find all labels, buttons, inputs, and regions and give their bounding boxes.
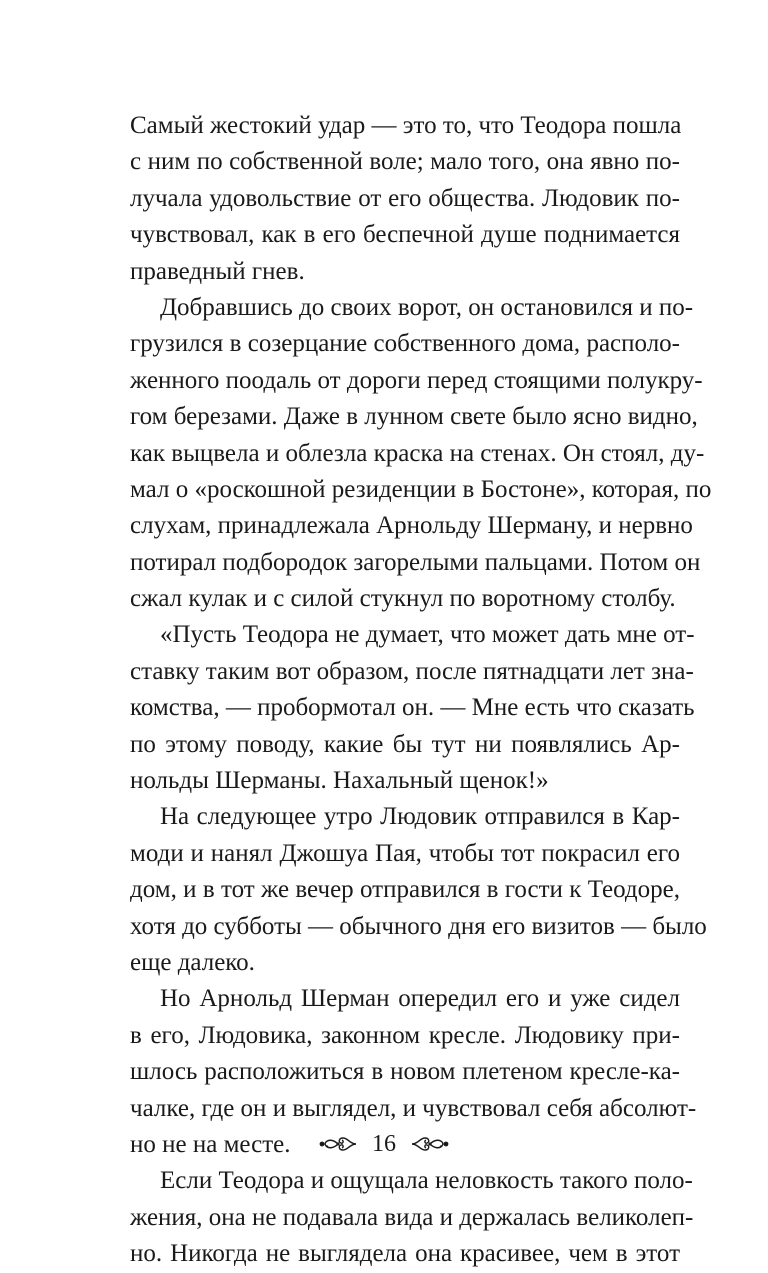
text-line: Но Арнольд Шерман опередил его и уже сидел <box>160 985 680 1013</box>
text-line: комства, — пробормотал он. — Мне есть что сказать <box>130 694 695 722</box>
text-line: шлось расположиться в новом плетеном кресле-ка- <box>130 1058 680 1086</box>
text-line: в его, Людовика, законном кресле. Людовику при- <box>130 1021 680 1049</box>
text-line: «Пусть Теодора не думает, что может дать мне от- <box>160 621 695 649</box>
text-line: моди и нанял Джошуа Пая, чтобы тот покрасил его <box>130 839 680 867</box>
paragraph <box>130 617 695 799</box>
text-line: дом, и в тот же вечер отправился в гости к Теодоре, <box>130 876 680 904</box>
text-line: лучала удовольствие от его общества. Людовик по- <box>130 184 680 212</box>
text-line: сжал кулак и с силой стукнул по воротному столбу. <box>130 585 676 613</box>
text-line: праведный гнев. <box>130 257 305 285</box>
text-line: грузился в созерцание собственного дома, располо- <box>130 330 680 358</box>
text-line: хотя до субботы — обычного дня его визитов — было <box>130 912 707 940</box>
text-line: гом березами. Даже в лунном свете было ясно видно, <box>130 403 698 431</box>
page-number: 16 <box>372 1131 396 1157</box>
paragraph <box>130 799 707 981</box>
text-line: Самый жестокий удар — это то, что Теодора пошла <box>130 112 682 139</box>
page-footer <box>0 1128 768 1160</box>
text-line: жения, она не подавала вида и держалась великолеп- <box>130 1203 694 1231</box>
text-line: с ним по собственной воле; мало того, она явно по- <box>130 148 680 176</box>
fleuron-right-icon <box>410 1134 450 1154</box>
text-line: нольды Шерманы. Нахальный щенок!» <box>130 767 549 795</box>
text-line: но. Никогда не выглядела она красивее, чем в этот <box>130 1240 680 1268</box>
text-line: мал о «роскошной резиденции в Бостоне», которая, по <box>130 475 712 503</box>
text-line: как выцвела и облезла краска на стенах. Он стоял, ду- <box>130 439 705 467</box>
text-line: чалке, где он и выглядел, и чувствовал себя абсолют- <box>130 1094 697 1122</box>
text-line: Если Теодора и ощущала неловкость такого поло- <box>160 1167 693 1195</box>
text-line: На следующее утро Людовик отправился в Кар- <box>160 803 680 831</box>
text-line: по этому поводу, какие бы тут ни появлялись Ар- <box>130 730 680 758</box>
text-line: еще далеко. <box>130 948 255 976</box>
text-line: но не на месте. <box>130 1130 291 1158</box>
paragraph <box>130 108 680 290</box>
text-line: ставку таким вот образом, после пятнадцати лет зна- <box>130 657 694 685</box>
text-line: женного поодаль от дороги перед стоящими полукру- <box>130 366 703 394</box>
fleuron-left-icon <box>318 1134 358 1154</box>
paragraph <box>130 1163 694 1272</box>
paragraph <box>130 290 712 618</box>
text-line: чувствовал, как в его беспечной душе поднимается <box>130 221 680 249</box>
text-line: Добравшись до своих ворот, он остановился и по- <box>160 293 694 321</box>
page-body <box>130 108 712 1273</box>
text-line: слухам, принадлежала Арнольду Шерману, и нервно <box>130 512 693 540</box>
text-line: потирал подбородок загорелыми пальцами. Потом он <box>130 548 701 576</box>
